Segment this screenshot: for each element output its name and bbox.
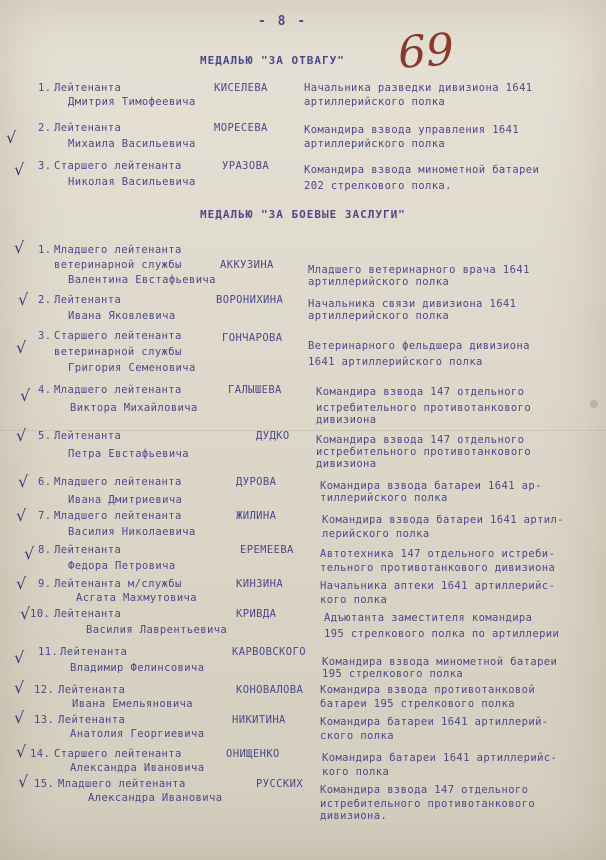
checkmark-icon: √ xyxy=(16,506,27,525)
entry-number: 15. xyxy=(34,778,55,790)
entry-position: Младшего ветеринарного врача 1641 xyxy=(308,264,530,276)
entry-surname: КИСЕЛЕВА xyxy=(214,82,268,94)
entry-rank: Лейтенанта xyxy=(54,608,122,620)
entry-position: Ветеринарного фельдшера дивизиона xyxy=(308,340,530,352)
entry-surname: ГАЛЫШЕВА xyxy=(228,384,282,396)
entry-position: артиллерийского полка xyxy=(308,276,450,288)
entry-number: 14. xyxy=(30,748,51,760)
entry-given-name: Виктора Михайловича xyxy=(70,402,198,414)
entry-rank-service: ветеринарной службы xyxy=(54,259,182,271)
entry-given-name: Николая Васильевича xyxy=(68,176,196,188)
entry-number: 1. xyxy=(38,244,52,256)
entry-position: кого полка xyxy=(322,766,390,778)
entry-rank-service: ветеринарной службы xyxy=(54,346,182,358)
entry-position: истребительного противотанкового xyxy=(316,446,532,458)
entry-rank: Младшего лейтенанта xyxy=(58,778,186,790)
entry-given-name: Григория Семеновича xyxy=(68,362,196,374)
entry-rank: Старшего лейтенанта xyxy=(54,748,182,760)
entry-surname: КОНОВАЛОВА xyxy=(236,684,304,696)
checkmark-icon: √ xyxy=(14,160,25,179)
entry-surname: КИНЗИНА xyxy=(236,578,284,590)
entry-surname: РУССКИХ xyxy=(256,778,304,790)
entry-surname: АККУЗИНА xyxy=(220,259,274,271)
entry-given-name: Ивана Емельяновича xyxy=(72,698,193,710)
entry-rank: Лейтенанта xyxy=(60,646,128,658)
entry-position: Командира взвода 147 отдельного xyxy=(316,434,525,446)
entry-given-name: Василия Лаврентьевича xyxy=(86,624,228,636)
entry-given-name: Владимир Фелинсовича xyxy=(70,662,205,674)
entry-position: Начальника связи дивизиона 1641 xyxy=(308,298,517,310)
checkmark-icon: √ xyxy=(20,604,31,623)
entry-given-name: Асгата Махмутовича xyxy=(76,592,197,604)
entry-position: артиллерийского полка xyxy=(304,138,446,150)
entry-position: тельного противотанкового дивизиона xyxy=(320,562,556,574)
entry-given-name: Петра Евстафьевича xyxy=(68,448,189,460)
checkmark-icon: √ xyxy=(16,742,27,761)
entry-position: Командира взвода 147 отдельного xyxy=(316,386,525,398)
entry-position: Командира взвода 147 отдельного xyxy=(320,784,529,796)
checkmark-icon: √ xyxy=(20,386,31,405)
entry-position: 202 стрелкового полка. xyxy=(304,180,452,192)
checkmark-icon: √ xyxy=(14,238,25,257)
checkmark-icon: √ xyxy=(16,426,27,445)
entry-surname: ГОНЧАРОВА xyxy=(222,332,283,344)
entry-surname: ЖИЛИНА xyxy=(236,510,277,522)
entry-position: артиллерийского полка xyxy=(308,310,450,322)
entry-given-name: Василия Николаевича xyxy=(68,526,196,538)
entry-rank: Лейтенанта xyxy=(54,122,122,134)
entry-number: 1. xyxy=(38,82,52,94)
entry-position: Командира батареи 1641 артиллерий- xyxy=(320,716,549,728)
entry-given-name: Дмитрия Тимофеевича xyxy=(68,96,196,108)
entry-position: кого полка xyxy=(320,594,388,606)
checkmark-icon: √ xyxy=(18,472,29,491)
entry-number: 2. xyxy=(38,122,52,134)
entry-rank: Младшего лейтенанта xyxy=(54,476,182,488)
entry-surname: ДУРОВА xyxy=(236,476,277,488)
entry-number: 9. xyxy=(38,578,52,590)
checkmark-icon: √ xyxy=(14,648,25,667)
entry-position: ского полка xyxy=(320,730,394,742)
entry-position: истребительного противотанкового xyxy=(320,798,536,810)
entry-position: дивизиона. xyxy=(320,810,388,822)
entry-surname: НИКИТИНА xyxy=(232,714,286,726)
entry-rank: Лейтенанта xyxy=(54,544,122,556)
checkmark-icon: √ xyxy=(14,678,25,697)
handwritten-mark: 69 xyxy=(396,24,456,79)
entry-position: тиллерийского полка xyxy=(320,492,448,504)
entry-given-name: Ивана Яковлевича xyxy=(68,310,176,322)
checkmark-icon: √ xyxy=(18,772,29,791)
entry-number: 13. xyxy=(34,714,55,726)
entry-position: дивизиона xyxy=(316,414,377,426)
entry-rank: Лейтенанта xyxy=(58,684,126,696)
checkmark-icon: √ xyxy=(14,708,25,727)
entry-surname: МОРЕСЕВА xyxy=(214,122,268,134)
entry-position: Командира взвода минометной батареи xyxy=(322,656,558,668)
entry-surname: КАРВОВСКОГО xyxy=(232,646,306,658)
page-number: - 8 - xyxy=(258,14,308,29)
entry-given-name: Ивана Дмитриевича xyxy=(68,494,183,506)
checkmark-icon: √ xyxy=(16,574,27,593)
entry-position: Командира взвода батареи 1641 ар- xyxy=(320,480,542,492)
entry-position: Адъютанта заместителя командира xyxy=(324,612,533,624)
entry-number: 11. xyxy=(38,646,59,658)
entry-rank: Младшего лейтенанта xyxy=(54,510,182,522)
checkmark-icon: √ xyxy=(24,544,35,563)
entry-position: Командира взвода батареи 1641 артил- xyxy=(322,514,564,526)
entry-position: Командира взвода минометной батареи xyxy=(304,164,540,176)
checkmark-icon: √ xyxy=(18,290,29,309)
entry-rank: Младшего лейтенанта xyxy=(54,244,182,256)
entry-surname: КРИВДА xyxy=(236,608,277,620)
entry-given-name: Федора Петровича xyxy=(68,560,176,572)
entry-number: 5. xyxy=(38,430,52,442)
entry-number: 6. xyxy=(38,476,52,488)
entry-surname: ЕРЕМЕЕВА xyxy=(240,544,294,556)
entry-number: 7. xyxy=(38,510,52,522)
entry-rank: Лейтенанта xyxy=(54,430,122,442)
entry-position: дивизиона xyxy=(316,458,377,470)
entry-rank: Старшего лейтенанта xyxy=(54,330,182,342)
entry-position: 195 стрелкового полка xyxy=(322,668,464,680)
entry-given-name: Анатолия Георгиевича xyxy=(70,728,205,740)
entry-number: 3. xyxy=(38,160,52,172)
entry-position: батареи 195 стрелкового полка xyxy=(320,698,515,710)
entry-position: лерийского полка xyxy=(322,528,430,540)
entry-position: 1641 артиллерийского полка xyxy=(308,356,483,368)
entry-rank: Лейтенанта xyxy=(58,714,126,726)
entry-position: Командира батареи 1641 артиллерийс- xyxy=(322,752,558,764)
entry-surname: ОНИЩЕНКО xyxy=(226,748,280,760)
entry-position: артиллерийского полка xyxy=(304,96,446,108)
entry-surname: ВОРОНИХИНА xyxy=(216,294,284,306)
checkmark-icon: √ xyxy=(6,128,17,147)
section-heading: МЕДАЛЬЮ "ЗА ОТВАГУ" xyxy=(200,54,345,67)
entry-rank: Старшего лейтенанта xyxy=(54,160,182,172)
entry-position: Командира взвода управления 1641 xyxy=(304,124,520,136)
entry-number: 3. xyxy=(38,330,52,342)
entry-rank: Младшего лейтенанта xyxy=(54,384,182,396)
entry-surname: УРАЗОВА xyxy=(222,160,270,172)
entry-number: 4. xyxy=(38,384,52,396)
entry-number: 8. xyxy=(38,544,52,556)
entry-surname: ДУДКО xyxy=(256,430,290,442)
punch-hole xyxy=(590,400,598,408)
entry-rank: Лейтенанта xyxy=(54,294,122,306)
entry-rank: Лейтенанта xyxy=(54,82,122,94)
entry-number: 10. xyxy=(30,608,51,620)
entry-given-name: Михаила Васильевича xyxy=(68,138,196,150)
entry-position: 195 стрелкового полка по артиллерии xyxy=(324,628,560,640)
entry-given-name: Валентина Евстафьевича xyxy=(68,274,216,286)
entry-number: 12. xyxy=(34,684,55,696)
entry-position: истребительного противотанкового xyxy=(316,402,532,414)
section-heading: МЕДАЛЬЮ "ЗА БОЕВЫЕ ЗАСЛУГИ" xyxy=(200,208,406,221)
entry-position: Автотехника 147 отдельного истреби- xyxy=(320,548,556,560)
entry-position: Командира взвода противотанковой xyxy=(320,684,536,696)
entry-rank: Лейтенанта м/службы xyxy=(54,578,182,590)
checkmark-icon: √ xyxy=(16,338,27,357)
entry-given-name: Александра Ивановича xyxy=(70,762,205,774)
entry-position: Начальника аптеки 1641 артиллерийс- xyxy=(320,580,556,592)
entry-given-name: Александра Ивановича xyxy=(88,792,223,804)
entry-position: Начальника разведки дивизиона 1641 xyxy=(304,82,533,94)
entry-number: 2. xyxy=(38,294,52,306)
